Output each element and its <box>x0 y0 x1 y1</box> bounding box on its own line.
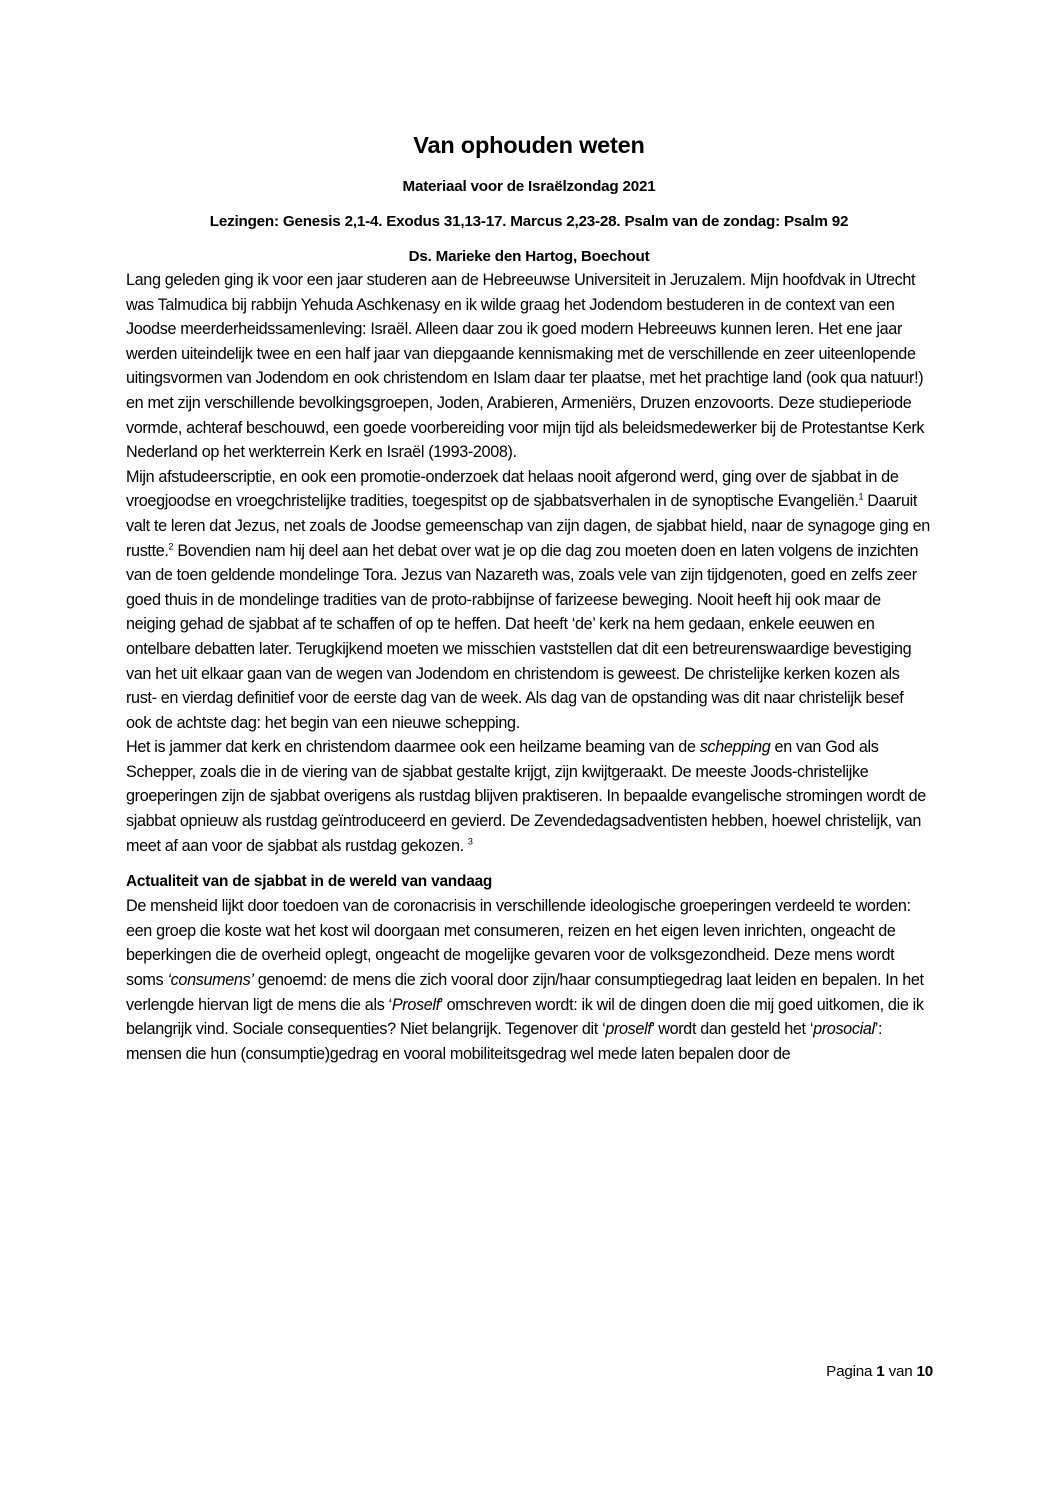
paragraph-4-text-b: genoemd: de mens die zich vooral door zijn/haar consumptiegedrag laat leiden en bepalen. In het verlengde hiervan ligt de mens die als ‘ <box>126 971 924 1014</box>
document-subtitle: Materiaal voor de Israëlzondag 2021 <box>402 178 656 195</box>
footnote-ref-2[interactable]: 2 <box>168 541 174 552</box>
paragraph-2-text-a: Mijn afstudeerscriptie, en ook een promotie-onderzoek dat helaas nooit afgerond werd, ging over de sjabbat in de vroegjoodse en vroegchristelijke tradities, toegespitst op de sjabbatsverhalen in de synoptische Evangeliën. <box>126 467 899 511</box>
paragraph-4 <box>126 894 932 1066</box>
paragraph-4-emphasis-prosocial: prosocial <box>813 1020 875 1039</box>
footer-total-pages: 10 <box>916 1363 933 1380</box>
paragraph-3 <box>126 735 932 858</box>
paragraph-2 <box>126 465 932 736</box>
paragraph-4-text-d: ’ wordt dan gesteld het ‘ <box>651 1020 814 1039</box>
paragraph-4-text-e: ’: mensen die hun (consumptie)gedrag en vooral mobiliteitsgedrag wel mede laten bepalen door de <box>126 1020 883 1063</box>
paragraph-3-emphasis: schepping <box>699 738 771 757</box>
footer-label: Pagina <box>826 1363 873 1380</box>
footnote-ref-1[interactable]: 1 <box>858 491 864 502</box>
paragraph-3-text-b: en van God als Schepper, zoals die in de viering van de sjabbat gestalte krijgt, zijn kwijtgeraakt. De meeste Joods-christelijke groeperingen zijn de sjabbat overigens als rustdag blijven praktiseren. In bepaalde evangelische stromingen wordt de sjabbat opnieuw als rustdag geïntroduceerd en gevierd. De Zevendedagsadventisten hebben, hoewel christelijk, van meet af aan voor de sjabbat als rustdag gekozen. <box>126 738 926 855</box>
page-content <box>126 128 932 1066</box>
footer-current-page: 1 <box>876 1363 885 1380</box>
author-line: Ds. Marieke den Hartog, Boechout <box>408 248 650 265</box>
document-title: Van ophouden weten <box>413 132 645 158</box>
readings-line: Lezingen: Genesis 2,1-4. Exodus 31,13-17. Marcus 2,23-28. Psalm van de zondag: Psalm 92 <box>209 213 849 230</box>
paragraph-4-emphasis-proself-2: proself <box>605 1020 652 1039</box>
footnote-ref-3[interactable]: 3 <box>467 836 473 847</box>
paragraph-2-text-b: Daaruit valt te leren dat Jezus, net zoals de Joodse gemeenschap van zijn dagen, de sjabbat hield, naar de synagoge ging en rustte. <box>126 492 930 560</box>
page-number-footer <box>826 1363 933 1380</box>
paragraph-2-text-c: Bovendien nam hij deel aan het debat over wat je op die dag zou moeten doen en laten volgens de inzichten van de toen geldende mondelinge Tora. Jezus van Nazareth was, zoals vele van zijn tijdgenoten, goed en zelfs zeer goed thuis in de mondelinge tradities van de proto-rabbijnse of farizeese beweging. Nooit heeft hij ook maar de neiging gehad de sjabbat af te schaffen of op te heffen. Dat heeft ‘de’ kerk na hem gedaan, enkele eeuwen en ontelbare debatten later. Terugkijkend moeten we misschien vaststellen dat dit een betreurenswaardige bevestiging van het uit elkaar gaan van de wegen van Jodendom en christendom is geweest. De christelijke kerken kozen als rust- en vierdag definitief voor de eerste dag van de week. Als dag van de opstanding was dit naar christelijk besef ook de achtste dag: het begin van een nieuwe schepping. <box>126 541 919 732</box>
paragraph-4-emphasis-proself: Proself <box>391 995 440 1014</box>
footer-of: van <box>888 1363 913 1380</box>
section-heading: Actualiteit van de sjabbat in de wereld van vandaag <box>126 873 493 891</box>
paragraph-4-emphasis-consumens: ‘consumens’ <box>167 971 254 990</box>
paragraph-4-text-a: De mensheid lijkt door toedoen van de coronacrisis in verschillende ideologische groeperingen verdeeld te worden: een groep die koste wat het kost wil doorgaan met consumeren, reizen en het eigen leven inrichten, ongeacht de beperkingen die de overheid oplegt, ongeacht de mogelijke gevaren voor de volksgezondheid. Deze mens wordt soms <box>126 897 911 990</box>
paragraph-1: Lang geleden ging ik voor een jaar studeren aan de Hebreeuwse Universiteit in Jeruzalem. Mijn hoofdvak in Utrecht was Talmudica bij rabbijn Yehuda Aschkenasy en ik wilde graag het Jodendom bestuderen in de context van een Joodse meerderheidssamenleving: Israël. Alleen daar zou ik goed modern Hebreeuws kunnen leren. Het ene jaar werden uiteindelijk twee en een half jaar van diepgaande kennismaking met de verschillende en zeer uiteenlopende uitingsvormen van Jodendom en ook christendom en Islam daar ter plaatse, met het prachtige land (ook qua natuur!) en met zijn verschillende bevolkingsgroepen, Joden, Arabieren, Armeniërs, Druzen enzovoorts. Deze studieperiode vormde, achteraf beschouwd, een goede voorbereiding voor mijn tijd als beleidsmedewerker bij de Protestantse Kerk Nederland op het werkterrein Kerk en Israël (1993-2008). <box>126 271 925 462</box>
paragraph-4-text-c: ’ omschreven wordt: ik wil de dingen doen die mij goed uitkomen, die ik belangrijk vind. Sociale consequenties? Niet belangrijk. Tegenover dit ‘ <box>126 995 924 1039</box>
paragraph-3-text-a: Het is jammer dat kerk en christendom daarmee ook een heilzame beaming van de <box>126 738 700 757</box>
